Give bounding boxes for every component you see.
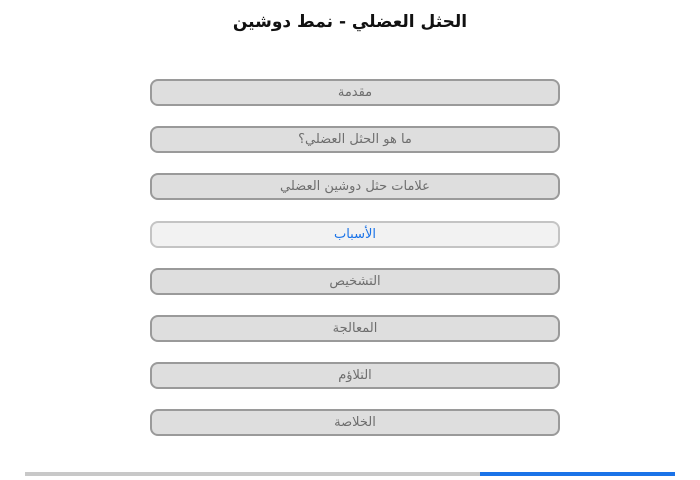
menu-item-diagnosis[interactable]: التشخيص: [150, 268, 560, 295]
menu-item-introduction[interactable]: مقدمة: [150, 79, 560, 106]
progress-bar: [25, 472, 675, 476]
menu-item-what-is-muscular-dystrophy[interactable]: ما هو الحثل العضلي؟: [150, 126, 560, 153]
progress-bar-fill: [480, 472, 675, 476]
nav-menu: [150, 79, 560, 457]
menu-item-summary[interactable]: الخلاصة: [150, 409, 560, 436]
menu-item-adaptation[interactable]: التلاؤم: [150, 362, 560, 389]
menu-item-causes[interactable]: الأسباب: [150, 221, 560, 248]
page-title: الحثل العضلي - نمط دوشين: [232, 12, 468, 32]
menu-item-treatment[interactable]: المعالجة: [150, 315, 560, 342]
menu-item-signs[interactable]: علامات حثل دوشين العضلي: [150, 173, 560, 200]
